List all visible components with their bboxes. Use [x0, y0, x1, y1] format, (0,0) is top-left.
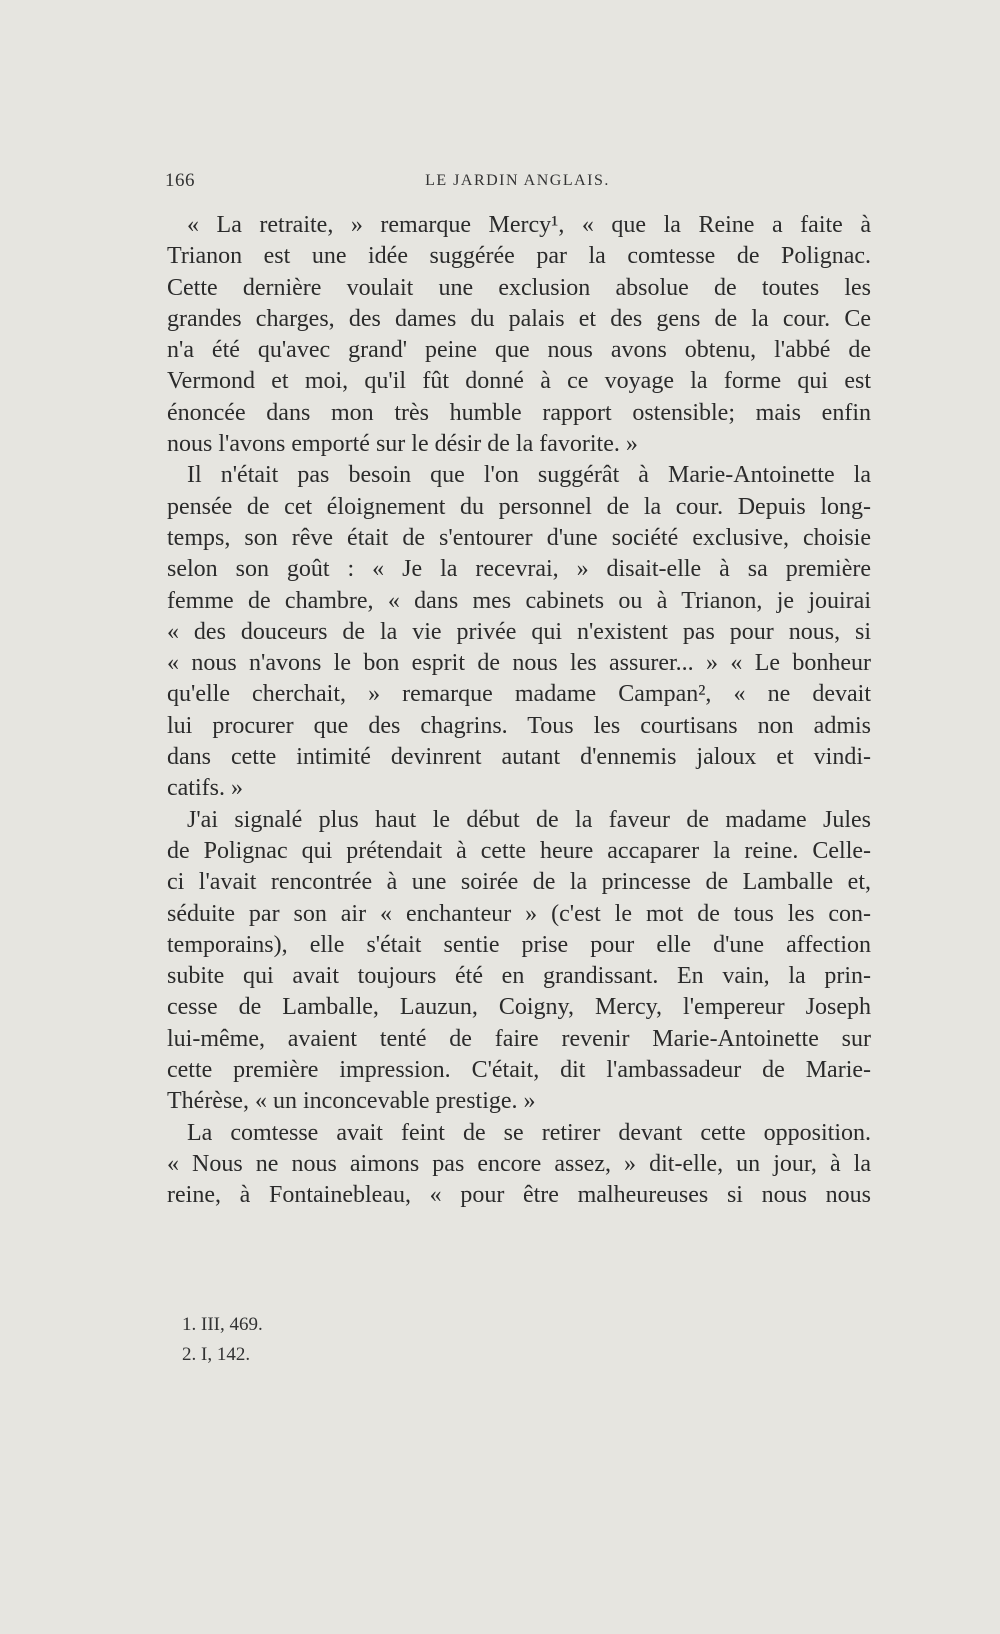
running-title: LE JARDIN ANGLAIS.: [425, 172, 610, 189]
text-line: grandes charges, des dames du palais et des gens de la cour. Ce: [167, 305, 871, 332]
text-line: Il n'était pas besoin que l'on suggérât à Marie-Antoinette la: [187, 462, 871, 489]
text-line: séduite par son air « enchanteur » (c'est le mot de tous les con-: [167, 900, 871, 927]
text-line: énoncée dans mon très humble rapport ostensible; mais enfin: [167, 399, 871, 426]
text-line: ci l'avait rencontrée à une soirée de la princesse de Lamballe et,: [167, 869, 871, 896]
text-line: nous l'avons emporté sur le désir de la favorite. »: [167, 431, 638, 458]
text-line: lui-même, avaient tenté de faire revenir Marie-Antoinette sur: [167, 1025, 871, 1052]
text-line: pensée de cet éloignement du personnel de la cour. Depuis long-: [167, 493, 871, 520]
text-line: cette première impression. C'était, dit l'ambassadeur de Marie-: [167, 1057, 871, 1084]
text-line: Thérèse, « un inconcevable prestige. »: [167, 1088, 536, 1115]
text-line: cesse de Lamballe, Lauzun, Coigny, Mercy, l'empereur Joseph: [167, 994, 871, 1021]
footnotes: [182, 1310, 482, 1370]
text-line: qu'elle cherchait, » remarque madame Campan², « ne devait: [167, 681, 871, 708]
text-line: Trianon est une idée suggérée par la comtesse de Polignac.: [167, 243, 871, 270]
text-line: La comtesse avait feint de se retirer devant cette opposition.: [187, 1119, 871, 1146]
text-line: temps, son rêve était de s'entourer d'une société exclusive, choisie: [167, 524, 871, 551]
page-number: 166: [165, 170, 195, 191]
text-line: de Polignac qui prétendait à cette heure accaparer la reine. Celle-: [167, 837, 871, 864]
text-line: n'a été qu'avec grand' peine que nous avons obtenu, l'abbé de: [167, 337, 871, 364]
text-line: temporains), elle s'était sentie prise pour elle d'une affection: [167, 931, 871, 958]
text-line: catifs. »: [167, 775, 243, 802]
running-head: [165, 170, 870, 194]
text-line: « Nous ne nous aimons pas encore assez, » dit-elle, un jour, à la: [167, 1150, 871, 1177]
text-line: lui procurer que des chagrins. Tous les courtisans non admis: [167, 712, 871, 739]
footnote: 1. III, 469.: [182, 1314, 263, 1335]
text-line: Cette dernière voulait une exclusion absolue de toutes les: [167, 274, 871, 301]
text-line: « La retraite, » remarque Mercy¹, « que la Reine a faite à: [187, 212, 871, 238]
body-text: [167, 210, 871, 1212]
footnote: 2. I, 142.: [182, 1344, 251, 1365]
text-line: femme de chambre, « dans mes cabinets ou à Trianon, je jouirai: [167, 587, 871, 614]
text-line: subite qui avait toujours été en grandissant. En vain, la prin-: [167, 963, 871, 990]
text-line: « nous n'avons le bon esprit de nous les assurer... » « Le bonheur: [167, 650, 871, 677]
text-line: dans cette intimité devinrent autant d'ennemis jaloux et vindi-: [167, 744, 871, 771]
text-line: Vermond et moi, qu'il fût donné à ce voyage la forme qui est: [167, 368, 871, 395]
text-line: J'ai signalé plus haut le début de la faveur de madame Jules: [187, 806, 871, 833]
text-line: reine, à Fontainebleau, « pour être malheureuses si nous nous: [167, 1182, 871, 1209]
text-line: « des douceurs de la vie privée qui n'existent pas pour nous, si: [167, 618, 871, 645]
text-line: selon son goût : « Je la recevrai, » disait-elle à sa première: [167, 556, 871, 583]
